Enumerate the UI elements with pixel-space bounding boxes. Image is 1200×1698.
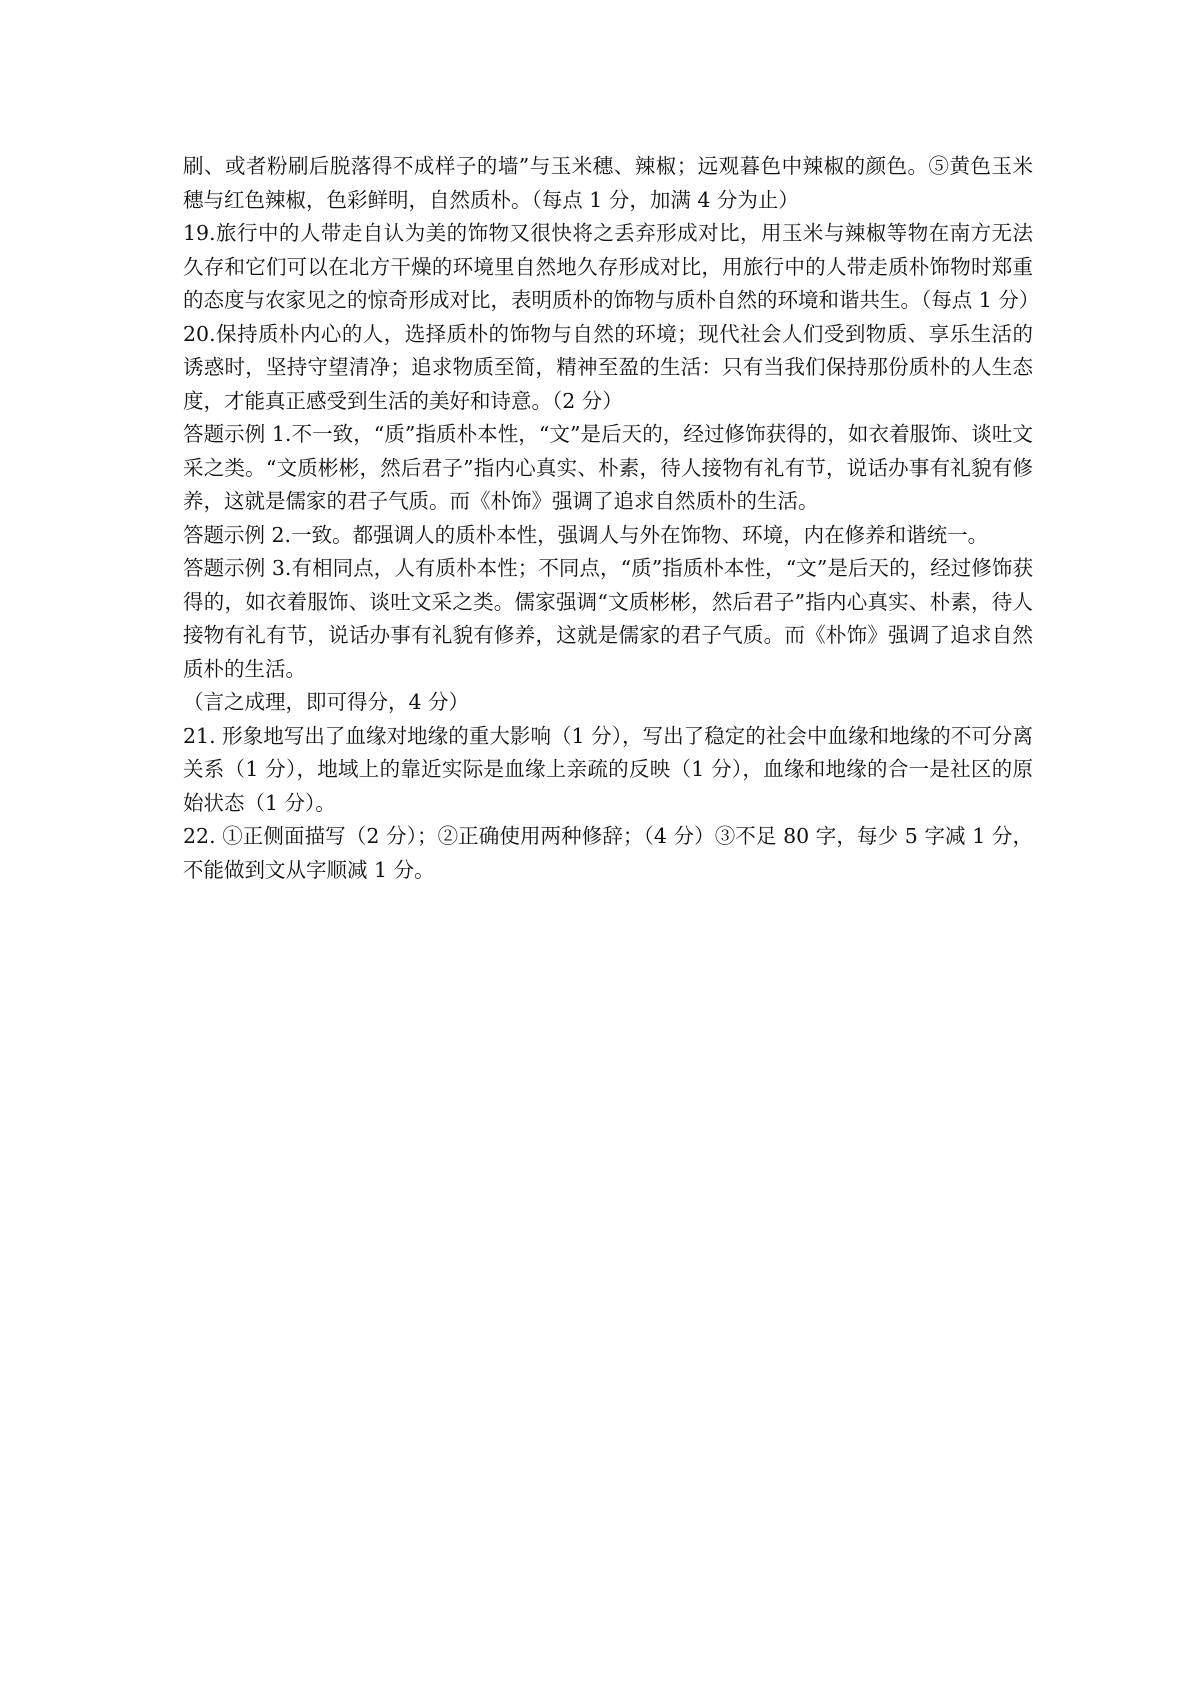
answer-example-1: 答题示例 1.不一致，“质”指质朴本性，“文”是后天的，经过修饰获得的，如衣着服饰、谈吐文采之类。“文质彬彬，然后君子”指内心真实、朴素，待人接物有礼有节，说话办事有礼貌有修养，这就是儒家的君子气质。而《朴饰》强调了追求自然质朴的生活。 xyxy=(183,422,1033,513)
answer-paragraph-22: 22. ①正侧面描写（2 分）；②正确使用两种修辞；（4 分）③不足 80 字，每少 5 字减 1 分，不能做到文从字顺减 1 分。 xyxy=(183,824,1033,882)
answer-paragraph-20: 20.保持质朴内心的人，选择质朴的饰物与自然的环境；现代社会人们受到物质、享乐生活的诱惑时，坚持守望清净；追求物质至简，精神至盈的生活：只有当我们保持那份质朴的人生态度，才能真正感受到生活的美好和诗意。（2 分） xyxy=(183,321,1033,413)
document-page xyxy=(183,150,1040,887)
scoring-note: （言之成理，即可得分，4 分） xyxy=(183,690,470,714)
answer-paragraph-19: 19.旅行中的人带走自认为美的饰物又很快将之丢弃形成对比，用玉米与辣椒等物在南方无法久存和它们可以在北方干燥的环境里自然地久存形成对比，用旅行中的人带走质朴饰物时郑重的态度与农家见之的惊奇形成对比，表明质朴的饰物与质朴自然的环境和谐共生。（每点 1 分） xyxy=(183,221,1040,312)
answer-example-3: 答题示例 3.有相同点，人有质朴本性；不同点，“质”指质朴本性，“文”是后天的，经过修饰获得的，如衣着服饰、谈吐文采之类。儒家强调“文质彬彬，然后君子”指内心真实、朴素，待人接物有礼有节，说话办事有礼貌有修养，这就是儒家的君子气质。而《朴饰》强调了追求自然质朴的生活。 xyxy=(183,556,1033,681)
answer-example-2: 答题示例 2.一致。都强调人的质朴本性，强调人与外在饰物、环境，内在修养和谐统一。 xyxy=(183,522,989,547)
answer-paragraph-21: 21. 形象地写出了血缘对地缘的重大影响（1 分），写出了稳定的社会中血缘和地缘的不可分离关系（1 分），地域上的靠近实际是血缘上亲疏的反映（1 分），血缘和地缘的合一是社区的原始状态（1 分）。 xyxy=(183,723,1033,815)
answer-paragraph-continuation: 刷、或者粉刷后脱落得不成样子的墙”与玉米穗、辣椒；远观暮色中辣椒的颜色。⑤黄色玉米穗与红色辣椒，色彩鲜明，自然质朴。（每点 1 分，加满 4 分为止） xyxy=(183,154,1033,212)
